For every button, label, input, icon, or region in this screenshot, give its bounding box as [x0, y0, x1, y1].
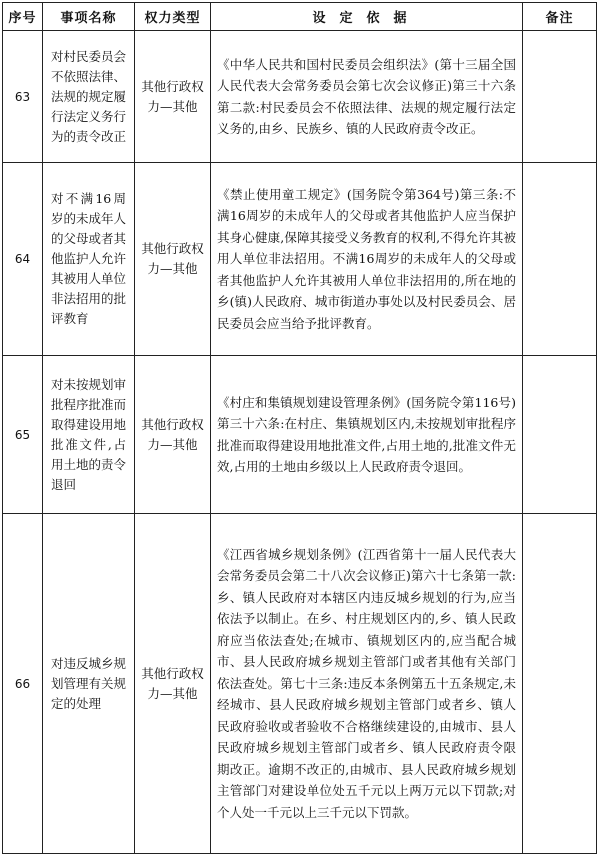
row-legal-basis: 《江西省城乡规划条例》(江西省第十一届人民代表大会常务委员会第二十八次会议修正)第六十七条第一款:乡、镇人民政府对本辖区内违反城乡规划的行为,应当依法予以制止。在乡、村庄规划区内的,乡、镇人民政府应当依法查处;在城市、镇规划区内的,应当配合城市、县人民政府城乡规划主管部门或者其他有关部门依法查处。第七十三条:违反本条例第五十五条规定,未经城市、县人民政府城乡规划主管部门或者乡、镇人民政府验收或者验收不合格继续建设的,由城市、县人民政府城乡规划主管部门或者乡、镇人民政府责令限期改正。逾期不改正的,由城市、县人民政府城乡规划主管部门对建设单位处五千元以上两万元以下罚款;对个人处一千元以上三千元以下罚款。: [211, 514, 523, 854]
row-power-type: 其他行政权力—其他: [135, 356, 211, 514]
row-power-type: 其他行政权力—其他: [135, 514, 211, 854]
row-remarks: [523, 31, 597, 163]
row-remarks: [523, 514, 597, 854]
row-item-name: 对违反城乡规划管理有关规定的处理: [43, 514, 135, 854]
row-legal-basis: 《村庄和集镇规划建设管理条例》(国务院令第116号)第三十六条:在村庄、集镇规划区内,未按规划审批程序批准而取得建设用地批准文件,占用土地的,批准文件无效,占用的土地由乡级以上人民政府责令退回。: [211, 356, 523, 514]
table-row: [3, 356, 597, 514]
row-item-name: 对不满16周岁的未成年人的父母或者其他监护人允许其被用人单位非法招用的批评教育: [43, 163, 135, 356]
header-power-type: 权力类型: [135, 3, 211, 31]
header-item-name: 事项名称: [43, 3, 135, 31]
row-serial-no: 66: [3, 514, 43, 854]
table-header-row: [3, 3, 597, 31]
header-remarks: 备注: [523, 3, 597, 31]
row-power-type: 其他行政权力—其他: [135, 163, 211, 356]
header-legal-basis: 设定依据: [211, 3, 523, 31]
row-serial-no: 64: [3, 163, 43, 356]
row-power-type: 其他行政权力—其他: [135, 31, 211, 163]
row-legal-basis: 《禁止使用童工规定》(国务院令第364号)第三条:不满16周岁的未成年人的父母或者其他监护人应当保护其身心健康,保障其接受义务教育的权利,不得允许其被用人单位非法招用。不满16周岁的未成年人的父母或者其他监护人允许其被用人单位非法招用的,所在地的乡(镇)人民政府、城市街道办事处以及村民委员会、居民委员会应当给予批评教育。: [211, 163, 523, 356]
row-item-name: 对未按规划审批程序批准而取得建设用地批准文件,占用土地的责令退回: [43, 356, 135, 514]
row-serial-no: 63: [3, 31, 43, 163]
row-remarks: [523, 163, 597, 356]
table-row: [3, 514, 597, 854]
row-remarks: [523, 356, 597, 514]
header-serial-no: 序号: [3, 3, 43, 31]
table-row: [3, 163, 597, 356]
row-legal-basis: 《中华人民共和国村民委员会组织法》(第十三届全国人民代表大会常务委员会第七次会议修正)第三十六条第二款:村民委员会不依照法律、法规的规定履行法定义务的,由乡、民族乡、镇的人民政府责令改正。: [211, 31, 523, 163]
row-item-name: 对村民委员会不依照法律、法规的规定履行法定义务行为的责令改正: [43, 31, 135, 163]
table-row: [3, 31, 597, 163]
row-serial-no: 65: [3, 356, 43, 514]
power-list-table: [2, 2, 597, 854]
